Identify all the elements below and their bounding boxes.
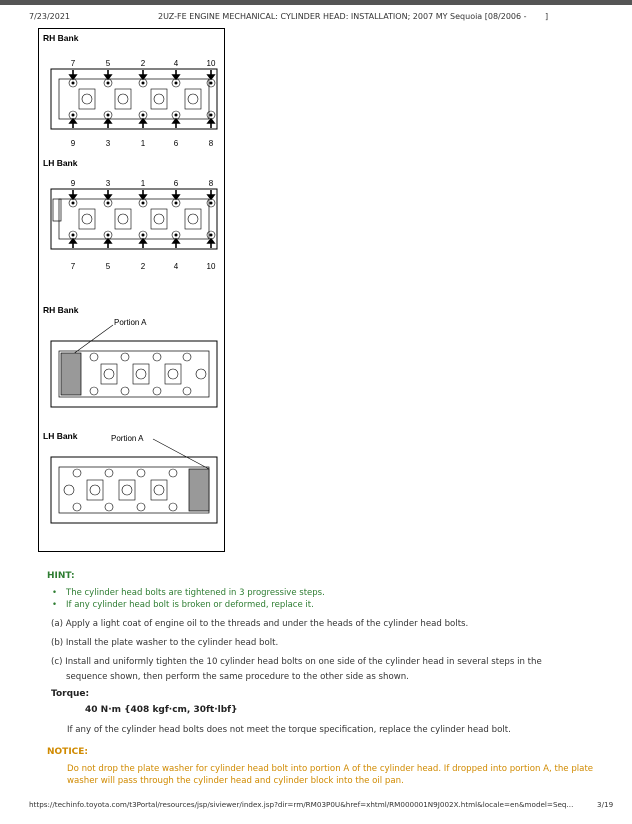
lh-bank-portion-label: LH Bank <box>43 431 78 441</box>
bolt-number: 5 <box>105 262 111 271</box>
bolt-number: 10 <box>206 262 216 271</box>
lh-bank-cylinder-head <box>51 189 217 249</box>
hint-title: HINT: <box>47 571 75 581</box>
rh-top-numbers <box>71 59 216 68</box>
lh-top-numbers <box>71 179 214 188</box>
lh-bank-label: LH Bank <box>43 158 78 168</box>
hint-list <box>52 587 325 611</box>
bolt-number: 9 <box>70 139 76 148</box>
bolt-number: 9 <box>70 179 76 188</box>
bolt-number: 10 <box>206 59 216 68</box>
bolt-number: 2 <box>140 262 146 271</box>
hint-item: • If any cylinder head bolt is broken or deformed, replace it. <box>52 599 325 611</box>
hint-item: • The cylinder head bolts are tightened in 3 progressive steps. <box>52 587 325 599</box>
bolt-number: 1 <box>140 139 146 148</box>
bolt-number: 7 <box>70 262 76 271</box>
notice-title: NOTICE: <box>47 747 89 757</box>
lh-bank-portion-a-head <box>51 457 217 523</box>
bolt-number: 5 <box>105 59 111 68</box>
step-a: (a) Apply a light coat of engine oil to the threads and under the heads of the cylinder head bolts. <box>51 619 469 629</box>
up-arrow-icons <box>70 119 214 128</box>
bolt-number: 2 <box>140 59 146 68</box>
step-b: (b) Install the plate washer to the cylinder head bolt. <box>51 638 279 648</box>
rh-bank-portion-a-head <box>51 341 217 407</box>
top-bar <box>0 0 632 5</box>
bolt-number: 7 <box>70 59 76 68</box>
cylinder-head-illustration <box>38 28 225 552</box>
torque-note: If any of the cylinder head bolts does not meet the torque specification, replace the cylinder head bolt. <box>67 725 511 735</box>
down-arrow-icons <box>70 190 214 199</box>
step-c-line2: sequence shown, then perform the same procedure to the other side as shown. <box>66 672 409 682</box>
bolt-number: 8 <box>208 179 214 188</box>
document-title-end: ] <box>545 12 549 21</box>
footer-page-number: 3/19 <box>597 800 614 809</box>
footer-url[interactable]: https://techinfo.toyota.com/t3Portal/resources/jsp/siviewer/index.jsp?dir=rm/RM03P0U&href=xhtml/RM000001N9J002X.html&locale=en&model=Seq... <box>29 800 574 809</box>
torque-value: 40 N·m {408 kgf·cm, 30ft·lbf} <box>85 705 238 715</box>
rh-bank-cylinder-head <box>51 69 217 129</box>
step-c-line1: (c) Install and uniformly tighten the 10 cylinder head bolts on one side of the cylinder head in several steps in the <box>51 657 542 667</box>
up-arrow-icons <box>70 239 214 248</box>
bolt-number: 4 <box>173 59 179 68</box>
bolt-number: 3 <box>105 179 111 188</box>
bolt-number: 1 <box>140 179 146 188</box>
lh-bottom-numbers <box>71 262 216 271</box>
bolt-number: 6 <box>173 179 179 188</box>
portion-a-label: Portion A <box>111 434 144 443</box>
portion-a-label: Portion A <box>114 318 147 327</box>
bolt-number: 3 <box>105 139 111 148</box>
bolt-number: 6 <box>173 139 179 148</box>
torque-label: Torque: <box>51 689 90 699</box>
notice-text: Do not drop the plate washer for cylinder head bolt into portion A of the cylinder head. If dropped into portion A, the plate washer will pass through the cylinder head and cylinder block into the oil pan. <box>67 764 594 786</box>
rh-bottom-numbers <box>71 139 214 148</box>
print-date: 7/23/2021 <box>29 12 71 21</box>
rh-bank-label: RH Bank <box>43 33 79 43</box>
bolt-number: 8 <box>208 139 214 148</box>
down-arrow-icons <box>70 70 214 79</box>
bolt-number: 4 <box>173 262 179 271</box>
document-title: 2UZ-FE ENGINE MECHANICAL: CYLINDER HEAD: INSTALLATION; 2007 MY Sequoia [08/2006 - <box>158 12 527 21</box>
rh-bank-portion-label: RH Bank <box>43 305 79 315</box>
